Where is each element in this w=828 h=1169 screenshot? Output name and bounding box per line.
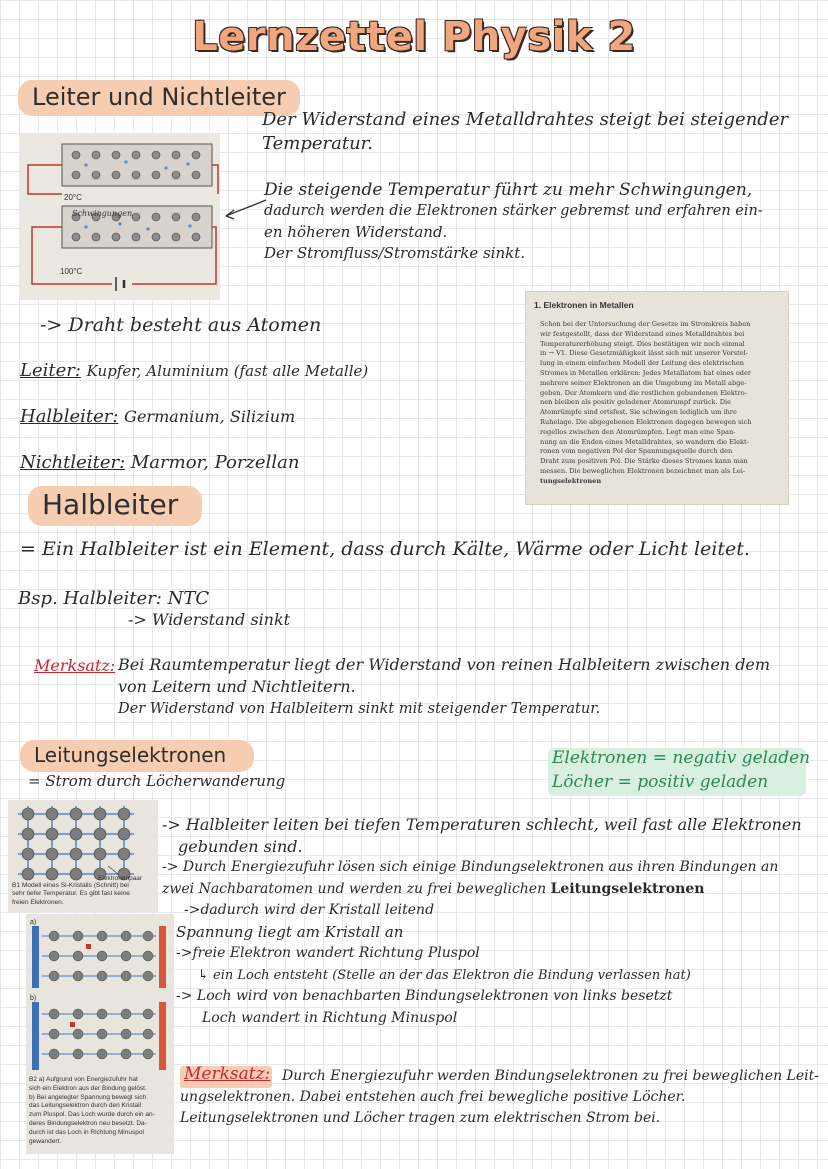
textbook-line: Temperaturerhöhung steigt. Dies bestätigen wir noch einmal xyxy=(540,339,745,348)
merksatz-line: Leitungselektronen und Löcher tragen zum elektrischen Strom bei. xyxy=(180,1110,661,1126)
textbook-line: messen. Die beweglichen Elektronen bezeichnet man als Lei- xyxy=(540,466,746,475)
explanation-line: dadurch werden die Elektronen stärker gebremst und erfahren ein- xyxy=(264,203,763,219)
halbleiter-label: Halbleiter: xyxy=(20,406,119,427)
bullet-line: ->dadurch wird der Kristall leitend xyxy=(184,902,435,918)
bullet-line: Spannung liegt am Kristall an xyxy=(176,922,404,941)
textbook-line: mehrere seiner Elektronen an die Umgebung im Metall abge- xyxy=(540,378,747,387)
merksatz-label-2: Merksatz: xyxy=(184,1064,271,1084)
merksatz-line: Durch Energiezufuhr werden Bindungselektronen zu frei beweglichen Leit- xyxy=(282,1068,819,1084)
caption-line: sehr tiefer Temperatur. Es gibt fast keine xyxy=(12,890,130,898)
bullet-line: ->freie Elektron wandert Richtung Pluspol xyxy=(176,945,480,961)
section-heading-halbleiter: Halbleiter xyxy=(28,486,202,526)
bullet-text: zwei Nachbaratomen und werden zu frei beweglichen xyxy=(162,880,547,897)
charge-note-line: Elektronen = negativ geladen xyxy=(552,748,811,768)
hole-conduction-figure xyxy=(26,914,174,1154)
bullet-line: ↳ ein Loch entsteht (Stelle an der das Elektron die Bindung verlassen hat) xyxy=(198,967,691,983)
merksatz-text-2 xyxy=(180,1066,819,1129)
textbook-line: Ruhelage. Die abgegebenen Elektronen dagegen bewegen sich xyxy=(540,417,752,426)
nichtleiter-value: Marmor, Porzellan xyxy=(130,452,300,473)
si-crystal-figure xyxy=(8,800,158,912)
textbook-line: lung in einem einfachen Modell der Leitung des elektrischen xyxy=(540,359,744,368)
textbook-line: wir festgestellt, dass der Widerstand eines Metalldrahtes bei xyxy=(540,329,745,338)
nichtleiter-label: Nichtleiter: xyxy=(20,452,126,473)
section-heading-leiter: Leiter und Nichtleiter xyxy=(18,80,300,116)
halbleiter-example: Bsp. Halbleiter: NTC xyxy=(18,588,210,609)
charge-note-text xyxy=(552,746,810,794)
schwingungen-label: Schwingungen xyxy=(72,209,133,218)
caption-line: B1 Modell eines Si-Kristalls (Schnitt) bei xyxy=(12,882,129,889)
merksatz-line: ungselektronen. Dabei entstehen auch frei bewegliche positive Löcher. xyxy=(180,1089,686,1105)
halbleiter-example-note: -> Widerstand sinkt xyxy=(128,610,291,629)
explanation-line: en höheren Widerstand. xyxy=(264,223,448,241)
caption-line: b) Bei angelegter Spannung bewegt sich xyxy=(29,1093,147,1101)
hole-conduction-svg xyxy=(26,914,174,1074)
leiter-row xyxy=(20,360,368,381)
textbook-line: nung an die Enden eines Metalldrahtes, so wandern die Elekt- xyxy=(540,437,749,446)
halbleiter-row xyxy=(20,406,295,427)
intro-line: Der Widerstand eines Metalldrahtes steigt bei steigender xyxy=(262,109,789,130)
fig1-caption xyxy=(12,882,130,907)
elektronenpaar-label: Elektronenpaar xyxy=(98,875,143,882)
wire-diagram-svg xyxy=(20,134,220,300)
textbook-line: geben. Der Atomkern und die restlichen gebundenen Elektro- xyxy=(540,388,747,397)
caption-line: durch ist das Loch in Richtung Minuspol xyxy=(29,1128,144,1136)
textbook-line: tungselektronen xyxy=(540,476,602,485)
bullet-line: -> Durch Energiezufuhr lösen sich einige Bindungselektronen aus ihren Bindungen an xyxy=(162,859,779,875)
explanation-line: Der Stromfluss/Stromstärke sinkt. xyxy=(264,244,526,262)
textbook-line: nen bleiben als positiv geladener Atomrumpf zurück. Die xyxy=(540,398,731,407)
section-heading-leitungselektronen: Leitungselektronen xyxy=(20,740,254,772)
temp-label-20: 20°C xyxy=(64,193,82,202)
conduction-bullets xyxy=(162,814,802,1029)
merksatz-line: von Leitern und Nichtleitern. xyxy=(118,677,356,696)
intro-line: Temperatur. xyxy=(262,133,374,154)
halbleiter-value: Germanium, Silizium xyxy=(124,407,296,426)
merksatz-label-1: Merksatz: xyxy=(34,656,116,675)
leitungselektronen-subtitle: = Strom durch Löcherwanderung xyxy=(28,772,286,790)
textbook-line: Draht zum positiven Pol. Die Stärke dieses Stromes kann man xyxy=(540,457,748,466)
caption-line: das Leitungselektron durch den Kristall xyxy=(29,1102,142,1110)
textbook-excerpt xyxy=(526,292,788,504)
bullet-line: -> Halbleiter leiten bei tiefen Temperaturen schlecht, weil fast alle Elektronen xyxy=(162,815,802,834)
textbook-line: Schon bei der Untersuchung der Gesetze im Stromkreis haben xyxy=(540,320,751,328)
bullet-line: gebunden sind. xyxy=(178,836,303,856)
merksatz-line: Bei Raumtemperatur liegt der Widerstand von reinen Halbleitern zwischen dem xyxy=(118,655,771,674)
textbook-heading: 1. Elektronen in Metallen xyxy=(534,300,634,310)
caption-line: sich ein Elektron aus der Bindung gelöst. xyxy=(29,1084,147,1092)
merksatz-text-1 xyxy=(118,654,770,720)
halbleiter-definition: = Ein Halbleiter ist ein Element, dass durch Kälte, Wärme oder Licht leitet. xyxy=(20,538,750,560)
nichtleiter-row xyxy=(20,452,299,473)
textbook-line: Stromes in Metallen erklären: Jedes Metallatom hat eines oder xyxy=(540,368,752,377)
textbook-line: ronen vom negativen Pol der Spannungsquelle durch den xyxy=(540,447,733,456)
explanation-line: Die steigende Temperatur führt zu mehr Schwingungen, xyxy=(264,180,753,200)
textbook-line: regellos zwischen den Atomrümpfen. Legt man eine Span- xyxy=(540,427,736,436)
caption-line: zum Pluspol. Das Loch wurde durch ein an- xyxy=(29,1111,155,1119)
fig2-caption xyxy=(29,1076,155,1146)
textbook-line: Atomrümpfe sind ortsfest. Sie schwingen lediglich um ihre xyxy=(540,408,737,417)
bullet-bold-term: Leitungselektronen xyxy=(550,880,705,897)
leiter-intro xyxy=(262,108,788,156)
fig2-label-b: b) xyxy=(30,995,37,1002)
arrow-icon xyxy=(218,196,270,226)
leiter-value: Kupfer, Aluminium (fast alle Metalle) xyxy=(86,362,369,380)
textbook-line: in → V1. Diese Gesetzmäßigkeit lässt sich mit unserer Vorstel- xyxy=(540,349,748,358)
bullet-line: Loch wandert in Richtung Minuspol xyxy=(202,1009,458,1026)
textbook-body xyxy=(540,320,752,487)
leiter-explanation xyxy=(264,180,763,264)
temp-label-100: 100°C xyxy=(60,267,83,276)
caption-line: freien Elektronen. xyxy=(12,898,64,906)
bullet-line: -> Loch wird von benachbarten Bindungselektronen von links besetzt xyxy=(176,988,673,1004)
merksatz-line: Der Widerstand von Halbleitern sinkt mit steigender Temperatur. xyxy=(118,701,601,717)
fig2-label-a: a) xyxy=(30,919,37,926)
bullet-line xyxy=(162,879,802,901)
caption-line: gewandert. xyxy=(29,1137,62,1145)
caption-line: B2 a) Aufgrund von Energiezufuhr hat xyxy=(29,1076,138,1083)
metal-wire-diagram xyxy=(20,134,220,300)
charge-note-line: Löcher = positiv geladen xyxy=(552,772,769,792)
page-title: Lernzettel Physik 2 xyxy=(192,14,636,60)
atoms-note: -> Draht besteht aus Atomen xyxy=(40,314,322,336)
leiter-label: Leiter: xyxy=(20,360,81,381)
caption-line: deres Bindungselektron neu besetzt. Da- xyxy=(29,1119,147,1127)
